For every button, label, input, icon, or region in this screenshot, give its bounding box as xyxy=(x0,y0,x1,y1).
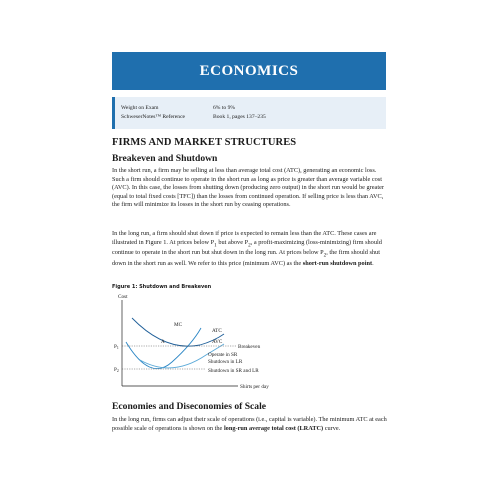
p2-text-c: , a profit-maximizing (loss-minimizing) firm should continue to operate in the short run but shut down in the long run. At prices below P xyxy=(112,238,382,257)
p2-text-e: . xyxy=(372,260,374,268)
p2-bold-term: short-run shutdown point xyxy=(302,260,373,268)
paragraph-scale xyxy=(112,416,388,433)
p1-label xyxy=(114,344,119,350)
breakeven-note: Breakeven xyxy=(238,344,261,350)
p2-sub-1: 1 xyxy=(214,241,217,248)
mc-label: MC xyxy=(174,322,183,328)
shutdown-lr-note: Shutdown in LR xyxy=(208,359,243,365)
atc-label: ATC xyxy=(212,328,222,334)
p1-label-letter: P xyxy=(114,344,117,350)
p3-text-a: In the long run, firms can adjust their scale of operations (i.e., capital is variable). The minimum ATC at each possible scale of operations is shown on the xyxy=(112,416,387,432)
subsection-title-breakeven: Breakeven and Shutdown xyxy=(112,153,218,164)
point-a-label: A xyxy=(161,339,165,345)
p2-sub-2: 2 xyxy=(248,241,251,248)
operate-sr-note: Operate in SR xyxy=(208,352,238,358)
p2-label xyxy=(114,367,119,373)
shutdown-sr-lr-note: Shutdown in SR and LR xyxy=(208,368,259,374)
p2-label-sub: 2 xyxy=(116,369,119,374)
p2-text-a: In the long run, a firm should shut down if price is expected to remain less than the ATC. These cases are illustrated in Figure 1. At prices below P xyxy=(112,230,377,246)
weight-label: Weight on Exam xyxy=(121,105,159,111)
p2-label-letter: P xyxy=(114,367,117,373)
p2-text-b: but above P xyxy=(216,238,249,246)
chapter-title: ECONOMICS xyxy=(199,63,299,79)
avc-label: AVC xyxy=(212,339,223,345)
subsection-title-scale: Economies and Diseconomies of Scale xyxy=(112,401,267,412)
x-axis-label: Shirts per day xyxy=(240,384,269,390)
paragraph-short-run: In the short run, a firm may be selling at less than average total cost (ATC), generating an economic loss. Such a firm should continue to operate in the short run as long as price is greater than average variable cost (AVC). In this case, the losses from shutting down (producing zero output) in the short run would be greater (equal to total fixed costs [TFC]) than the losses from continued operation. If selling price is less than AVC, the firm will minimize its losses in the short run by ceasing operations. xyxy=(112,167,384,209)
reference-label: SchweserNotes™ Reference xyxy=(121,114,186,120)
mc-curve xyxy=(126,328,201,369)
reference-value: Book 1, pages 137–235 xyxy=(213,114,266,120)
p2-text-d: , the firm should shut down in the short run as well. We refer to this price (minimum AVC) as the xyxy=(112,249,380,268)
figure-caption: Figure 1: Shutdown and Breakeven xyxy=(112,284,212,290)
section-title: FIRMS AND MARKET STRUCTURES xyxy=(112,137,297,148)
p3-text-b: curve. xyxy=(323,424,341,432)
p1-label-sub: 1 xyxy=(116,346,119,351)
p3-bold-term: long-run average total cost (LRATC) xyxy=(223,424,324,432)
y-axis-label: Cost xyxy=(118,294,128,300)
p2-sub-3: 2 xyxy=(323,252,327,259)
weight-value: 6% to 9% xyxy=(213,105,236,111)
